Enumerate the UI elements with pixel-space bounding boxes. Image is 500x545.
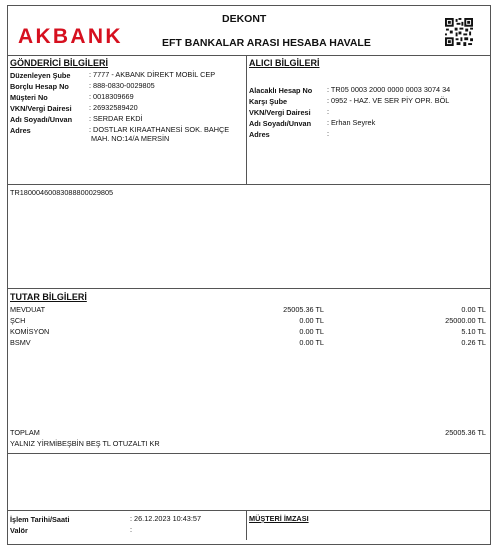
receiver-account-label: Alacaklı Hesap No xyxy=(249,86,313,95)
sender-address-value: : DOSTLAR KIRAATHANESİ SOK. BAHÇE xyxy=(89,125,230,134)
valor-value: : xyxy=(130,525,133,534)
footer-top-divider xyxy=(7,510,491,511)
amount-row-col2: 0.00 TL xyxy=(461,305,486,314)
receiver-branch-value: : 0952 - HAZ. VE SER PİY OPR. BÖL xyxy=(327,96,450,105)
amount-row-col2: 5.10 TL xyxy=(461,327,486,336)
total-in-words: YALNIZ YİRMİBEŞBİN BEŞ TL OTUZALTI KR xyxy=(10,439,160,448)
total-value: 25005.36 TL xyxy=(445,428,486,437)
amount-row-label: BSMV xyxy=(10,338,31,347)
sender-name-label: Adı Soyadı/Unvan xyxy=(10,115,73,124)
amount-row-col1: 0.00 TL xyxy=(299,327,324,336)
receiver-name-value: : Erhan Seyrek xyxy=(327,118,376,127)
transaction-date-value: : 26.12.2023 10:43:57 xyxy=(130,514,202,523)
sender-address-value-line2: MAH. NO:14/A MERSİN xyxy=(91,134,170,143)
customer-signature-label: MÜŞTERİ İMZASI xyxy=(249,514,309,523)
receiver-tax-label: VKN/Vergi Dairesi xyxy=(249,108,311,117)
sender-account-value: : 888-0830-0029805 xyxy=(89,81,155,90)
amount-row-col1: 0.00 TL xyxy=(299,316,324,325)
amounts-section-title: TUTAR BİLGİLERİ xyxy=(10,292,87,302)
amounts-section-divider xyxy=(7,453,491,454)
sender-tax-label: VKN/Vergi Dairesi xyxy=(10,104,72,113)
receiver-address-label: Adres xyxy=(249,130,270,139)
sender-section-title: GÖNDERİCİ BİLGİLERİ xyxy=(10,58,109,68)
transaction-date-label: İşlem Tarihi/Saati xyxy=(10,515,70,524)
total-label: TOPLAM xyxy=(10,428,40,437)
party-section-divider xyxy=(7,184,491,185)
document-title: DEKONT xyxy=(222,13,267,25)
sender-customer-no-value: : 0018309669 xyxy=(89,92,134,101)
receiver-address-value: : xyxy=(327,129,330,138)
receiver-tax-value: : xyxy=(327,107,330,116)
document-subtitle: EFT BANKALAR ARASI HESABA HAVALE xyxy=(162,37,371,49)
receiver-section-title: ALICI BİLGİLERİ xyxy=(249,58,320,68)
transaction-reference: TR18000460083088800029805 xyxy=(10,188,114,197)
reference-section-divider xyxy=(7,288,491,289)
amount-row-label: KOMİSYON xyxy=(10,327,50,336)
sender-name-value: : SERDAR EKDİ xyxy=(89,114,143,123)
amount-row-col2: 25000.00 TL xyxy=(445,316,486,325)
amount-row-label: ŞCH xyxy=(10,316,26,325)
receiver-name-label: Adı Soyadı/Unvan xyxy=(249,119,312,128)
footer-column-divider xyxy=(246,510,247,540)
amount-row-label: MEVDUAT xyxy=(10,305,46,314)
party-column-divider xyxy=(246,55,247,184)
sender-branch-value: : 7777 - AKBANK DİREKT MOBİL CEP xyxy=(89,70,216,79)
sender-address-label: Adres xyxy=(10,126,31,135)
valor-label: Valör xyxy=(10,526,28,535)
receiver-account-value: : TR05 0003 2000 0000 0003 3074 34 xyxy=(327,85,451,94)
amount-row-col2: 0.26 TL xyxy=(461,338,486,347)
receiver-branch-label: Karşı Şube xyxy=(249,97,288,106)
akbank-logo: AKBANK xyxy=(18,25,123,48)
amount-row-col1: 25005.36 TL xyxy=(283,305,324,314)
amount-row-col1: 0.00 TL xyxy=(299,338,324,347)
sender-account-label: Borçlu Hesap No xyxy=(10,82,69,91)
qr-code-icon xyxy=(445,18,473,46)
header-divider xyxy=(7,55,491,56)
sender-customer-no-label: Müşteri No xyxy=(10,93,48,102)
sender-tax-value: : 26932589420 xyxy=(89,103,138,112)
sender-branch-label: Düzenleyen Şube xyxy=(10,71,71,80)
